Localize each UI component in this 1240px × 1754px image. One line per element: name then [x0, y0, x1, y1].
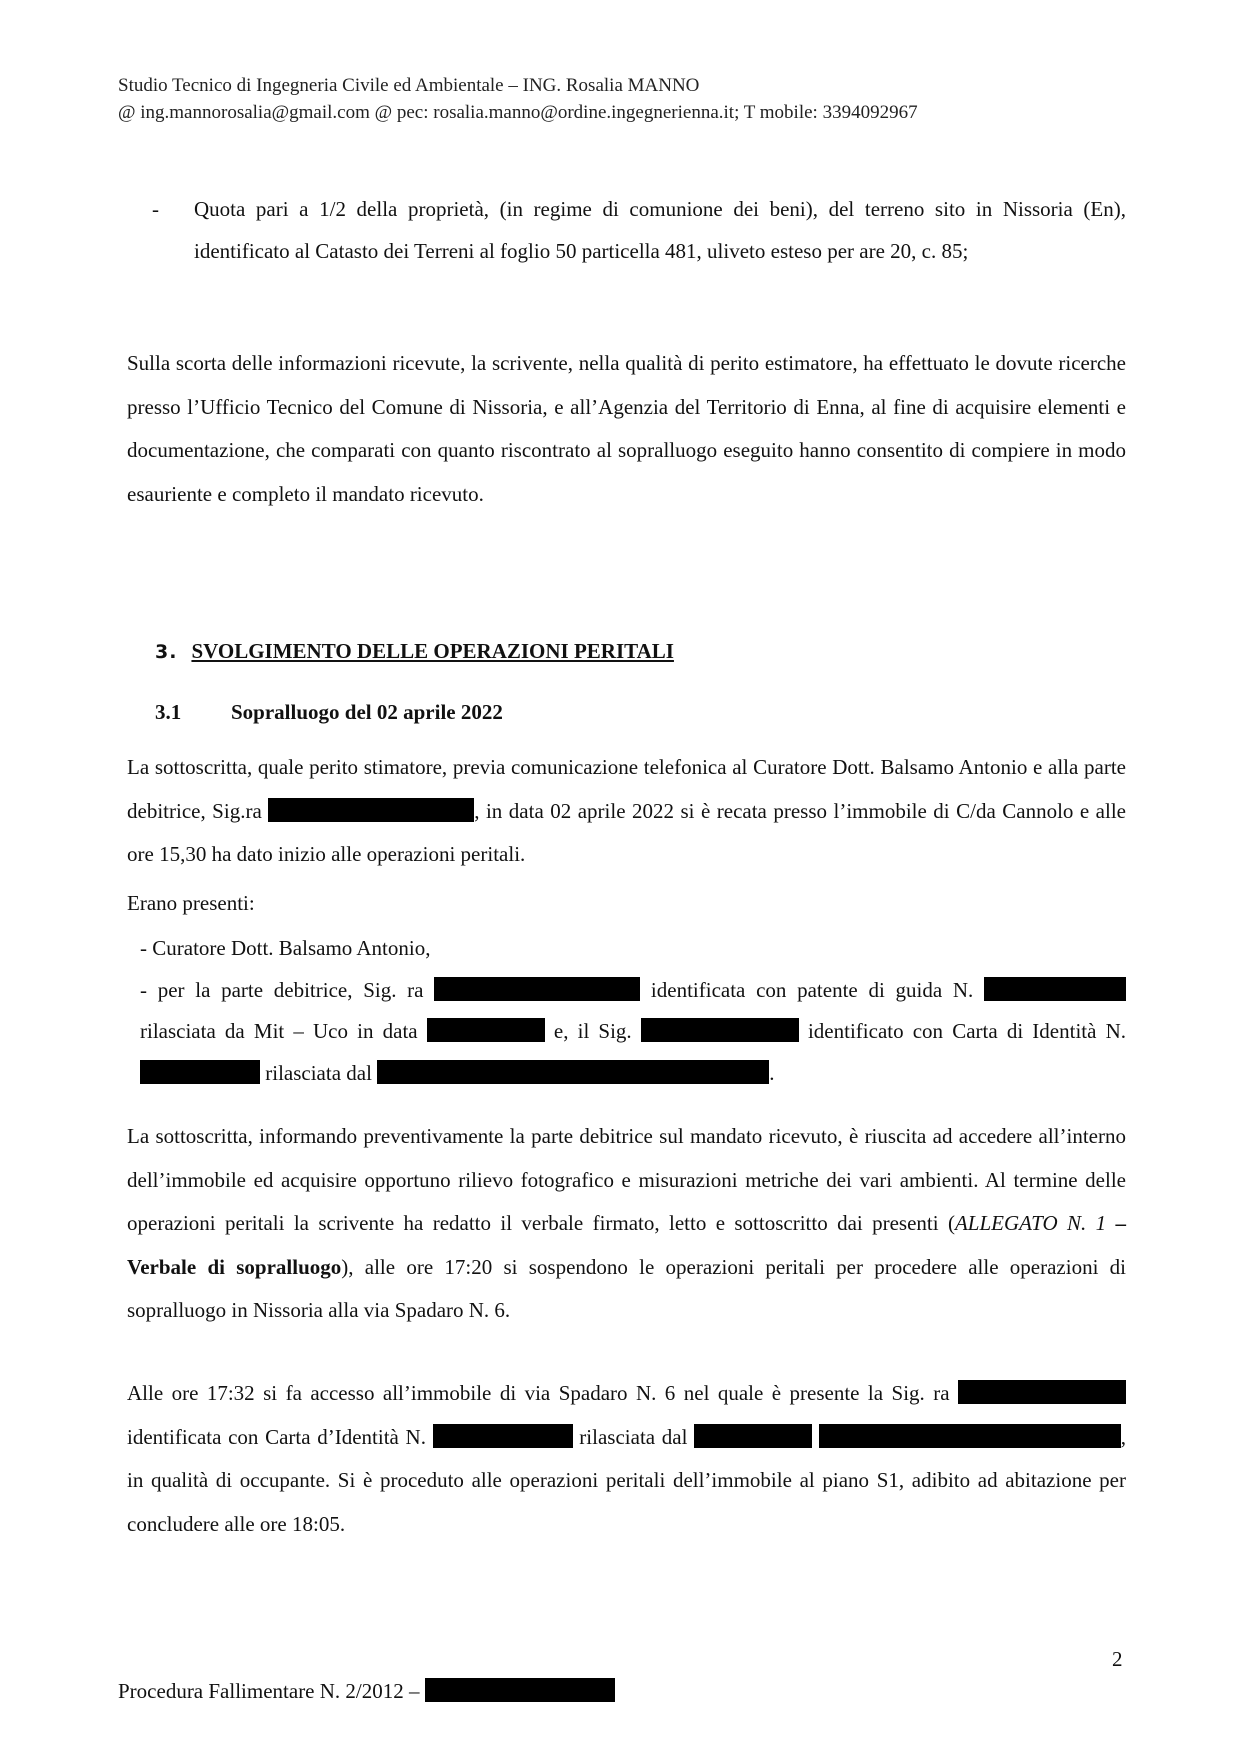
redaction-box [819, 1424, 1121, 1448]
present-list [140, 928, 1126, 1094]
letterhead-contacts: @ ing.mannorosalia@gmail.com @ pec: rosalia.manno@ordine.ingegnerienna.it; T mobile: 3394092967 [118, 102, 918, 123]
redaction-box [433, 1424, 573, 1448]
redaction-box [425, 1678, 615, 1702]
redaction-box [984, 977, 1126, 1001]
para2-text-a: La sottoscritta, quale perito stimatore, previa comunicazione telefonica al Curatore Dott. Balsamo Antonio e alla parte debitrice, Sig.ra [127, 755, 1126, 823]
page-number: 2 [1112, 1647, 1123, 1671]
present-item-parte-debitrice [140, 970, 1126, 1095]
list-text: - per la parte debitrice, Sig. ra [140, 977, 435, 1002]
list-text: . [769, 1060, 775, 1085]
redaction-box [694, 1424, 812, 1448]
subsection-title: Sopralluogo del 02 aprile 2022 [231, 700, 503, 724]
footer-text: Procedura Fallimentare N. 2/2012 – [118, 1679, 425, 1703]
redaction-box [377, 1060, 769, 1084]
bullet-item-terreno [152, 188, 1126, 272]
present-item-curatore: - Curatore Dott. Balsamo Antonio, [140, 936, 431, 960]
paragraph-verbale [127, 1115, 1126, 1333]
allegato-dash: – [1106, 1211, 1127, 1235]
para3-text-a: La sottoscritta, informando preventivamente la parte debitrice sul mandato ricevuto, è riuscita ad accedere all’interno dell’immobile ed acquisire opportuno rilievo fotografico e misurazioni metriche dei vari ambienti. Al termine delle operazioni peritali la scrivente ha redatto il verbale firmato, letto e sottoscritto dai presenti ( [127, 1124, 1126, 1235]
redaction-box [958, 1380, 1126, 1404]
section-number: 3. [155, 641, 178, 663]
redaction-box [268, 798, 474, 822]
para4-text-b: identificata con Carta d’Identità N. [127, 1424, 433, 1449]
subsection-heading [155, 697, 503, 727]
verbale-title: Verbale di sopralluogo [127, 1254, 342, 1279]
footer [118, 1676, 615, 1706]
list-text: e, il Sig. [544, 1019, 641, 1043]
redaction-box [434, 977, 640, 1001]
redaction-box [140, 1060, 260, 1084]
paragraph-sopralluogo [127, 746, 1126, 877]
list-text: rilasciata da Mit – Uco in data [140, 1019, 427, 1043]
section-heading [155, 636, 674, 667]
letterhead-studio: Studio Tecnico di Ingegneria Civile ed Ambientale – ING. Rosalia MANNO [118, 75, 700, 96]
present-label: Erano presenti: [127, 891, 255, 915]
para4-text-a: Alle ore 17:32 si fa accesso all’immobile di via Spadaro N. 6 nel quale è presente la Sig. ra [127, 1381, 958, 1405]
para4-text-d: , in qualità di occupante. Si è proceduto alle operazioni peritali dell’immobile al piano S1, adibito ad abitazione per concludere alle ore 18:05. [127, 1424, 1127, 1536]
list-text: identificata con patente di guida N. [640, 977, 984, 1002]
bullet-dash: - [152, 197, 159, 221]
para2-text-b: , in data 02 aprile 2022 si è recata presso l’immobile di C/da Cannolo e alle ore 15,30 ha dato inizio alle operazioni peritali. [127, 798, 1126, 866]
para3-text-b: ), alle ore 17:20 si sospendono le operazioni peritali per procedere alle operazioni di sopralluogo in Nissoria alla via Spadaro N. 6. [127, 1254, 1127, 1322]
paragraph-ricerche: Sulla scorta delle informazioni ricevute, la scrivente, nella qualità di perito estimatore, ha effettuato le dovute ricerche presso l’Ufficio Tecnico del Comune di Nissoria, e all’Agenzia del Territorio di Enna, al fine di acquisire elementi e documentazione, che comparati con quanto riscontrato al sopralluogo eseguito hanno consentito di compiere in modo esauriente e completo il mandato ricevuto. [127, 351, 1126, 506]
section-title: SVOLGIMENTO DELLE OPERAZIONI PERITALI [191, 639, 674, 663]
paragraph-via-spadaro [127, 1372, 1126, 1546]
redaction-box [427, 1018, 545, 1042]
redaction-box [641, 1018, 799, 1042]
list-text: identificato con Carta di Identità N. [798, 1019, 1126, 1043]
list-text: rilasciata dal [260, 1060, 378, 1085]
letterhead [118, 72, 918, 126]
para4-text-c: rilasciata dal [572, 1424, 695, 1449]
bullet-text: Quota pari a 1/2 della proprietà, (in regime di comunione dei beni), del terreno sito in Nissoria (En), identificato al Catasto dei Terreni al foglio 50 particella 481, uliveto esteso per are 20, c. 85; [194, 197, 1126, 263]
subsection-number: 3.1 [155, 700, 182, 724]
allegato-reference: ALLEGATO N. 1 [954, 1211, 1107, 1235]
